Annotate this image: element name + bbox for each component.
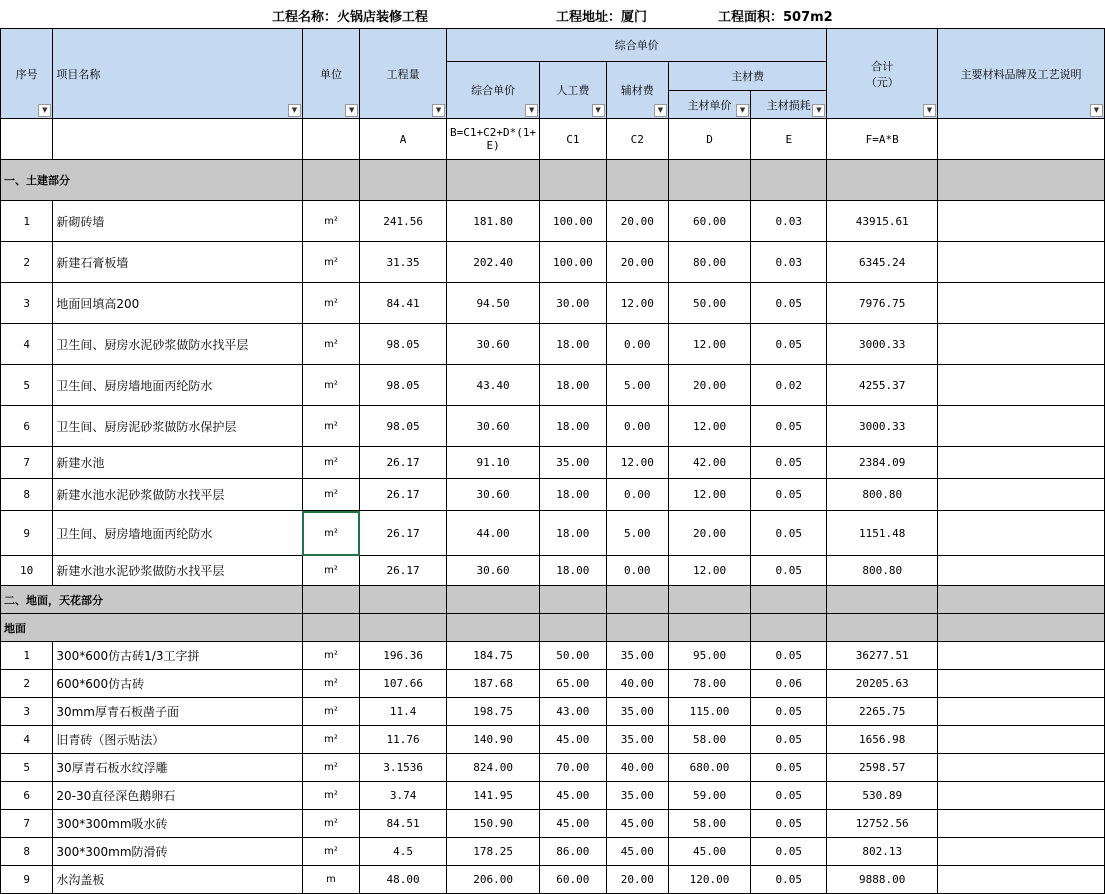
cell-unit[interactable]: m²	[302, 283, 359, 324]
formula-d[interactable]: D	[668, 119, 750, 160]
section-title-2[interactable]: 二、地面，天花部分	[1, 586, 303, 614]
cell-notes[interactable]	[938, 283, 1105, 324]
table-row	[1, 201, 1105, 242]
cell-total[interactable]: 20205.63	[827, 670, 938, 698]
cell-aux[interactable]: 12.00	[606, 283, 668, 324]
filter-dropdown-icon[interactable]: ▼	[38, 104, 51, 117]
cell-name[interactable]: 新建石膏板墙	[53, 242, 303, 283]
cell-total[interactable]: 6345.24	[827, 242, 938, 283]
cell-main[interactable]: 680.00	[668, 754, 750, 782]
subsection-title[interactable]: 地面	[1, 614, 303, 642]
cell-name[interactable]: 300*300mm防滑砖	[53, 838, 303, 866]
cell-notes[interactable]	[938, 754, 1105, 782]
cell-qty[interactable]: 98.05	[360, 365, 447, 406]
table-row	[1, 511, 1105, 556]
header-composite-group: 综合单价	[447, 29, 827, 62]
cell-aux[interactable]: 0.00	[606, 324, 668, 365]
cell-price[interactable]: 43.40	[447, 365, 540, 406]
cell-loss[interactable]: 0.05	[751, 447, 827, 479]
cell-aux[interactable]: 5.00	[606, 365, 668, 406]
cell-no[interactable]: 10	[1, 556, 53, 586]
cell-loss[interactable]: 0.05	[751, 698, 827, 726]
table-row	[1, 447, 1105, 479]
cell-qty[interactable]: 26.17	[360, 511, 447, 556]
filter-dropdown-icon[interactable]: ▼	[592, 104, 605, 117]
cell-name[interactable]: 水沟盖板	[53, 866, 303, 894]
cell-labor[interactable]: 70.00	[540, 754, 606, 782]
table-row	[1, 324, 1105, 365]
table-row	[1, 242, 1105, 283]
cell-total[interactable]: 3000.33	[827, 406, 938, 447]
cell-main[interactable]: 120.00	[668, 866, 750, 894]
cell-name[interactable]: 新建水池	[53, 447, 303, 479]
cell-price[interactable]: 150.90	[447, 810, 540, 838]
cell-main[interactable]: 12.00	[668, 479, 750, 511]
cell-main[interactable]: 12.00	[668, 406, 750, 447]
cell-price[interactable]: 141.95	[447, 782, 540, 810]
cell-notes[interactable]	[938, 810, 1105, 838]
cell-qty[interactable]: 3.74	[360, 782, 447, 810]
cell-qty[interactable]: 48.00	[360, 866, 447, 894]
cell-notes[interactable]	[938, 642, 1105, 670]
cell-no[interactable]: 5	[1, 365, 53, 406]
cell-notes[interactable]	[938, 556, 1105, 586]
cell-total[interactable]: 802.13	[827, 838, 938, 866]
table-row	[1, 283, 1105, 324]
formula-c2[interactable]: C2	[606, 119, 668, 160]
cell-total[interactable]: 12752.56	[827, 810, 938, 838]
cell-price[interactable]: 44.00	[447, 511, 540, 556]
table-row	[1, 838, 1105, 866]
cell-main[interactable]: 58.00	[668, 726, 750, 754]
cell-unit[interactable]: m²	[302, 810, 359, 838]
header-unit[interactable]: 单位 ▼	[302, 29, 359, 119]
cell-price[interactable]: 30.60	[447, 556, 540, 586]
cell-qty[interactable]: 11.4	[360, 698, 447, 726]
section-title-1[interactable]: 一、土建部分	[1, 160, 303, 201]
filter-dropdown-icon[interactable]: ▼	[812, 104, 825, 117]
cell-total[interactable]: 1656.98	[827, 726, 938, 754]
cell-total[interactable]: 1151.48	[827, 511, 938, 556]
cell-aux[interactable]: 12.00	[606, 447, 668, 479]
cell-loss[interactable]: 0.05	[751, 754, 827, 782]
table-row	[1, 782, 1105, 810]
cell-name[interactable]: 卫生间、厨房泥砂浆做防水保护层	[53, 406, 303, 447]
cell-notes[interactable]	[938, 511, 1105, 556]
cell-labor[interactable]: 45.00	[540, 810, 606, 838]
cell-no[interactable]: 9	[1, 511, 53, 556]
cell-notes[interactable]	[938, 324, 1105, 365]
cell-main[interactable]: 58.00	[668, 810, 750, 838]
formula-e[interactable]: E	[751, 119, 827, 160]
cell-no[interactable]: 3	[1, 283, 53, 324]
cell-main[interactable]: 115.00	[668, 698, 750, 726]
cell-no[interactable]: 2	[1, 670, 53, 698]
table-row	[1, 406, 1105, 447]
quote-table	[0, 28, 1105, 894]
cell-price[interactable]: 181.80	[447, 201, 540, 242]
table-row	[1, 642, 1105, 670]
cell-total[interactable]: 530.89	[827, 782, 938, 810]
cell-price[interactable]: 184.75	[447, 642, 540, 670]
cell-notes[interactable]	[938, 866, 1105, 894]
cell-main[interactable]: 95.00	[668, 642, 750, 670]
cell-loss[interactable]: 0.05	[751, 556, 827, 586]
cell-name[interactable]: 地面回填高200	[53, 283, 303, 324]
cell-price[interactable]: 30.60	[447, 406, 540, 447]
filter-dropdown-icon[interactable]: ▼	[345, 104, 358, 117]
cell-main[interactable]: 12.00	[668, 324, 750, 365]
cell-notes[interactable]	[938, 242, 1105, 283]
cell-unit[interactable]: m²	[302, 838, 359, 866]
cell-name[interactable]: 300*600仿古砖1/3工字拼	[53, 642, 303, 670]
cell-qty[interactable]: 26.17	[360, 556, 447, 586]
cell-labor[interactable]: 100.00	[540, 201, 606, 242]
cell-aux[interactable]: 0.00	[606, 406, 668, 447]
title-bar	[0, 0, 1105, 28]
cell-unit[interactable]: m²	[302, 324, 359, 365]
cell-loss[interactable]: 0.05	[751, 866, 827, 894]
cell-loss[interactable]: 0.05	[751, 283, 827, 324]
cell-unit[interactable]: m²	[302, 242, 359, 283]
cell-qty[interactable]: 3.1536	[360, 754, 447, 782]
header-labor[interactable]: 人工费 ▼	[540, 62, 606, 119]
cell-no[interactable]: 1	[1, 642, 53, 670]
cell-no[interactable]: 7	[1, 447, 53, 479]
cell-notes[interactable]	[938, 670, 1105, 698]
header-main-material-group: 主材费	[668, 62, 826, 91]
cell-aux[interactable]: 5.00	[606, 511, 668, 556]
cell-no[interactable]: 7	[1, 810, 53, 838]
cell-loss[interactable]: 0.05	[751, 406, 827, 447]
cell-name[interactable]: 新建水池水泥砂浆做防水找平层	[53, 479, 303, 511]
cell-price[interactable]: 30.60	[447, 479, 540, 511]
cell-qty[interactable]: 241.56	[360, 201, 447, 242]
cell-labor[interactable]: 18.00	[540, 511, 606, 556]
cell-labor[interactable]: 45.00	[540, 782, 606, 810]
cell-aux[interactable]: 20.00	[606, 866, 668, 894]
cell-no[interactable]: 2	[1, 242, 53, 283]
cell-unit[interactable]: m²	[302, 698, 359, 726]
cell-aux[interactable]: 20.00	[606, 242, 668, 283]
cell-labor[interactable]: 18.00	[540, 479, 606, 511]
formula-c1[interactable]: C1	[540, 119, 606, 160]
cell-aux[interactable]: 20.00	[606, 201, 668, 242]
cell-labor[interactable]: 65.00	[540, 670, 606, 698]
cell-price[interactable]: 140.90	[447, 726, 540, 754]
table-row	[1, 556, 1105, 586]
subsection-row	[1, 614, 1105, 642]
cell-name[interactable]: 20-30直径深色鹅卵石	[53, 782, 303, 810]
cell-no[interactable]: 8	[1, 479, 53, 511]
cell-main[interactable]: 12.00	[668, 556, 750, 586]
cell-qty[interactable]: 98.05	[360, 324, 447, 365]
cell-labor[interactable]: 100.00	[540, 242, 606, 283]
cell-notes[interactable]	[938, 201, 1105, 242]
cell-total[interactable]: 7976.75	[827, 283, 938, 324]
cell-price[interactable]: 91.10	[447, 447, 540, 479]
cell-main[interactable]: 80.00	[668, 242, 750, 283]
cell-name[interactable]: 新建水池水泥砂浆做防水找平层	[53, 556, 303, 586]
cell-loss[interactable]: 0.05	[751, 838, 827, 866]
cell-notes[interactable]	[938, 365, 1105, 406]
cell-loss[interactable]: 0.05	[751, 511, 827, 556]
cell-main[interactable]: 59.00	[668, 782, 750, 810]
cell-total[interactable]: 2598.57	[827, 754, 938, 782]
cell-total[interactable]: 4255.37	[827, 365, 938, 406]
header-seq[interactable]: 序号 ▼	[1, 29, 53, 119]
table-row	[1, 810, 1105, 838]
cell-main[interactable]: 50.00	[668, 283, 750, 324]
cell-labor[interactable]: 50.00	[540, 642, 606, 670]
cell-total[interactable]: 800.80	[827, 556, 938, 586]
cell-loss[interactable]: 0.03	[751, 201, 827, 242]
cell-total[interactable]: 43915.61	[827, 201, 938, 242]
cell-price[interactable]: 187.68	[447, 670, 540, 698]
cell-aux[interactable]: 45.00	[606, 810, 668, 838]
cell-loss[interactable]: 0.02	[751, 365, 827, 406]
cell-price[interactable]: 94.50	[447, 283, 540, 324]
cell-qty[interactable]: 11.76	[360, 726, 447, 754]
formula-a[interactable]: A	[360, 119, 447, 160]
cell-total[interactable]: 2384.09	[827, 447, 938, 479]
cell-no[interactable]: 4	[1, 726, 53, 754]
cell-aux[interactable]: 0.00	[606, 556, 668, 586]
table-row	[1, 365, 1105, 406]
cell-price[interactable]: 178.25	[447, 838, 540, 866]
cell-loss[interactable]: 0.05	[751, 726, 827, 754]
cell-aux[interactable]: 35.00	[606, 642, 668, 670]
cell-total[interactable]: 36277.51	[827, 642, 938, 670]
cell-no[interactable]: 5	[1, 754, 53, 782]
cell-labor[interactable]: 30.00	[540, 283, 606, 324]
cell-qty[interactable]: 84.41	[360, 283, 447, 324]
cell-notes[interactable]	[938, 782, 1105, 810]
cell-aux[interactable]: 0.00	[606, 479, 668, 511]
cell-price[interactable]: 206.00	[447, 866, 540, 894]
cell-notes[interactable]	[938, 479, 1105, 511]
cell-loss[interactable]: 0.06	[751, 670, 827, 698]
table-row	[1, 479, 1105, 511]
formula-b[interactable]: B=C1+C2+D*(1+ E)	[447, 119, 540, 160]
cell-unit[interactable]: m²	[302, 201, 359, 242]
table-row	[1, 698, 1105, 726]
header-item-name[interactable]: 项目名称 ▼	[53, 29, 303, 119]
header-composite-price[interactable]: 综合单价 ▼	[447, 62, 540, 119]
cell-aux[interactable]: 45.00	[606, 838, 668, 866]
cell-main[interactable]: 78.00	[668, 670, 750, 698]
cell-notes[interactable]	[938, 838, 1105, 866]
cell-loss[interactable]: 0.05	[751, 642, 827, 670]
cell-aux[interactable]: 35.00	[606, 782, 668, 810]
cell-qty[interactable]: 26.17	[360, 479, 447, 511]
cell-unit[interactable]: m	[302, 866, 359, 894]
formula-f[interactable]: F=A*B	[827, 119, 938, 160]
cell-unit[interactable]: m²	[302, 556, 359, 586]
cell-qty[interactable]: 196.36	[360, 642, 447, 670]
cell-name[interactable]: 卫生间、厨房墙地面丙纶防水	[53, 365, 303, 406]
cell-labor[interactable]: 86.00	[540, 838, 606, 866]
cell-no[interactable]: 6	[1, 406, 53, 447]
cell-name[interactable]: 30mm厚青石板凿子面	[53, 698, 303, 726]
cell-loss[interactable]: 0.05	[751, 810, 827, 838]
cell-unit[interactable]: m²	[302, 726, 359, 754]
table-row	[1, 670, 1105, 698]
filter-dropdown-icon[interactable]: ▼	[654, 104, 667, 117]
cell-labor[interactable]: 18.00	[540, 365, 606, 406]
filter-dropdown-icon[interactable]: ▼	[1090, 104, 1103, 117]
cell-total[interactable]: 3000.33	[827, 324, 938, 365]
filter-dropdown-icon[interactable]: ▼	[432, 104, 445, 117]
cell-aux[interactable]: 35.00	[606, 698, 668, 726]
cell-unit[interactable]: m²	[302, 670, 359, 698]
cell-labor[interactable]: 60.00	[540, 866, 606, 894]
cell-aux[interactable]: 35.00	[606, 726, 668, 754]
cell-unit[interactable]: m²	[302, 754, 359, 782]
cell-aux[interactable]: 40.00	[606, 754, 668, 782]
cell-loss[interactable]: 0.03	[751, 242, 827, 283]
cell-main[interactable]: 45.00	[668, 838, 750, 866]
cell-name[interactable]: 30厚青石板水纹浮雕	[53, 754, 303, 782]
table-row	[1, 726, 1105, 754]
cell-qty[interactable]: 31.35	[360, 242, 447, 283]
cell-notes[interactable]	[938, 698, 1105, 726]
cell-no[interactable]: 6	[1, 782, 53, 810]
section-row	[1, 160, 1105, 201]
cell-main[interactable]: 60.00	[668, 201, 750, 242]
filter-dropdown-icon[interactable]: ▼	[288, 104, 301, 117]
cell-no[interactable]: 8	[1, 838, 53, 866]
cell-qty[interactable]: 84.51	[360, 810, 447, 838]
cell-labor[interactable]: 35.00	[540, 447, 606, 479]
cell-price[interactable]: 202.40	[447, 242, 540, 283]
cell-loss[interactable]: 0.05	[751, 324, 827, 365]
cell-no[interactable]: 1	[1, 201, 53, 242]
cell-main[interactable]: 42.00	[668, 447, 750, 479]
cell-qty[interactable]: 98.05	[360, 406, 447, 447]
cell-name[interactable]: 600*600仿古砖	[53, 670, 303, 698]
cell-labor[interactable]: 18.00	[540, 406, 606, 447]
cell-qty[interactable]: 4.5	[360, 838, 447, 866]
table-row	[1, 866, 1105, 894]
cell-name[interactable]: 卫生间、厨房水泥砂浆做防水找平层	[53, 324, 303, 365]
cell-name[interactable]: 新砌砖墙	[53, 201, 303, 242]
project-area: 工程面积：507m2	[718, 10, 833, 25]
cell-unit[interactable]: m²	[302, 365, 359, 406]
cell-labor[interactable]: 18.00	[540, 556, 606, 586]
cell-notes[interactable]	[938, 406, 1105, 447]
cell-name[interactable]: 卫生间、厨房墙地面丙纶防水	[53, 511, 303, 556]
cell-total[interactable]: 2265.75	[827, 698, 938, 726]
cell-price[interactable]: 198.75	[447, 698, 540, 726]
project-name: 工程名称：火锅店装修工程	[272, 10, 429, 25]
cell-no[interactable]: 3	[1, 698, 53, 726]
cell-unit[interactable]: m²	[302, 511, 359, 556]
header-aux-material[interactable]: 辅材费 ▼	[606, 62, 668, 119]
cell-qty[interactable]: 107.66	[360, 670, 447, 698]
cell-unit[interactable]: m²	[302, 642, 359, 670]
cell-unit[interactable]: m²	[302, 782, 359, 810]
project-address: 工程地址：厦门	[556, 10, 648, 25]
cell-total[interactable]: 800.80	[827, 479, 938, 511]
cell-qty[interactable]: 26.17	[360, 447, 447, 479]
cell-loss[interactable]: 0.05	[751, 479, 827, 511]
table-row	[1, 754, 1105, 782]
header-main-price[interactable]: 主材单价 ▼	[668, 91, 750, 119]
cell-labor[interactable]: 18.00	[540, 324, 606, 365]
filter-dropdown-icon[interactable]: ▼	[923, 104, 936, 117]
formula-row	[1, 119, 1105, 160]
cell-name[interactable]: 旧青砖（图示贴法）	[53, 726, 303, 754]
cell-notes[interactable]	[938, 726, 1105, 754]
cell-labor[interactable]: 45.00	[540, 726, 606, 754]
header-quantity[interactable]: 工程量 ▼	[360, 29, 447, 119]
filter-dropdown-icon[interactable]: ▼	[525, 104, 538, 117]
header-brand-notes[interactable]: 主要材料品牌及工艺说明 ▼	[938, 29, 1105, 119]
cell-total[interactable]: 9888.00	[827, 866, 938, 894]
cell-price[interactable]: 30.60	[447, 324, 540, 365]
cell-main[interactable]: 20.00	[668, 365, 750, 406]
cell-no[interactable]: 9	[1, 866, 53, 894]
header-total[interactable]: 合计 （元） ▼	[827, 29, 938, 119]
cell-notes[interactable]	[938, 447, 1105, 479]
cell-unit[interactable]: m²	[302, 479, 359, 511]
header-main-loss[interactable]: 主材损耗 ▼	[751, 91, 827, 119]
cell-price[interactable]: 824.00	[447, 754, 540, 782]
cell-name[interactable]: 300*300mm吸水砖	[53, 810, 303, 838]
cell-unit[interactable]: m²	[302, 406, 359, 447]
section-row	[1, 586, 1105, 614]
cell-labor[interactable]: 43.00	[540, 698, 606, 726]
cell-aux[interactable]: 40.00	[606, 670, 668, 698]
cell-loss[interactable]: 0.05	[751, 782, 827, 810]
cell-unit[interactable]: m²	[302, 447, 359, 479]
cell-no[interactable]: 4	[1, 324, 53, 365]
cell-main[interactable]: 20.00	[668, 511, 750, 556]
filter-dropdown-icon[interactable]: ▼	[736, 104, 749, 117]
